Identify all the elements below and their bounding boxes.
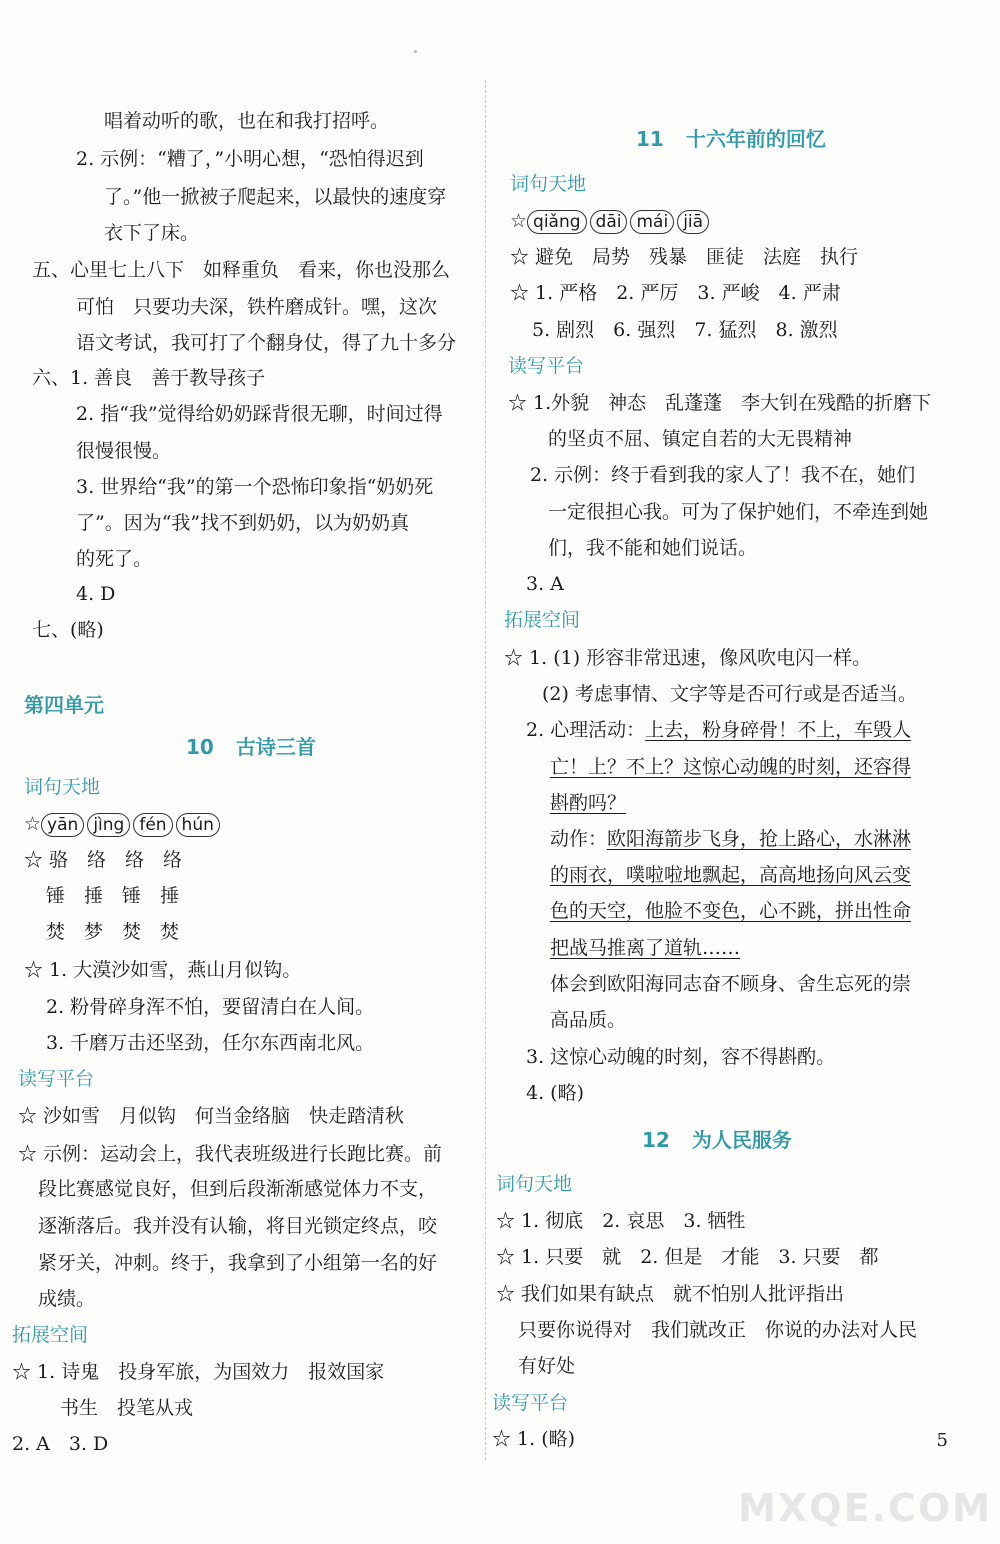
underlined-quote [550,753,911,781]
answer-line: 3. 这惊心动魄的时刻，容不得斟酌。 [526,1046,836,1068]
answer-line: 紧牙关，冲刺。终于，我拿到了小组第一名的好 [38,1252,438,1274]
answer-line: 只要你说得对 我们就改正 你说的办法对人民 [518,1319,918,1341]
section-heading: 词句天地 [510,173,587,195]
lesson-heading [642,1125,792,1155]
answer-line: 段比赛感觉良好，但到后段渐渐感觉体力不支， [38,1178,438,1200]
pinyin-row [24,810,223,838]
answer-label: 2. 心理活动： [526,719,646,741]
answer-line: ☆ 避免 局势 残暴 匪徒 法庭 执行 [510,246,859,268]
top-dot [414,50,417,53]
section-heading: 读写平台 [18,1068,95,1090]
lesson-heading [636,124,826,154]
section-heading: 读写平台 [492,1392,569,1414]
watermark: MXQE.COM [738,1486,992,1530]
answer-line: 3. 世界给“我”的第一个恐怖印象指“奶奶死 [76,476,434,498]
pinyin-circle: fén [133,813,172,837]
pinyin-circle: yān [41,813,84,837]
answer-line: 七、(略) [32,619,104,641]
answer-line: 2. 示例：“糟了，”小明心想，“恐怕得迟到 [76,148,424,170]
pinyin-row [510,207,712,235]
answer-line: 六、1. 善良 善于教导孩子 [32,367,266,389]
answer-line: 2. 指“我”觉得给奶奶踩背很无聊，时间过得 [76,403,443,425]
answer-line: 唱着动听的歌，也在和我打招呼。 [104,110,390,132]
lesson-number: 11 [636,127,664,151]
answer-line: 可怕 只要功夫深，铁杵磨成针。嘿，这次 [76,296,438,318]
lesson-number: 12 [642,1128,670,1152]
underlined-quote [550,861,911,889]
answer-line: ☆ 1. (1) 形容非常迅速，像风吹电闪一样。 [504,647,872,669]
answer-line: 4. (略) [526,1082,584,1104]
lesson-title: 为人民服务 [691,1128,792,1152]
lesson-title: 十六年前的回忆 [685,127,826,151]
answer-line: 一定很担心我。可为了保护她们，不牵连到她 [548,501,929,523]
answer-line: 4. D [76,583,116,605]
underlined-quote-text: 亡！上？不上？这惊心动魄的时刻，还容得 [550,756,912,778]
pinyin-circle: jìng [87,813,130,837]
lesson-title: 古诗三首 [235,735,316,759]
answer-line: 五、心里七上八下 如释重负 看来，你也没那么 [32,259,451,281]
answer-line: 2. 粉骨碎身浑不怕，要留清白在人间。 [46,996,375,1018]
section-heading: 词句天地 [24,776,101,798]
answer-line: ☆ 1. 彻底 2. 哀思 3. 牺牲 [496,1210,746,1232]
answer-line: 3. 千磨万击还坚劲，任尔东西南北风。 [46,1032,375,1054]
answer-line [526,716,911,744]
answer-line: 锤 捶 锤 捶 [46,885,180,907]
answer-line: 了。”他一掀被子爬起来，以最快的速度穿 [104,186,447,208]
pinyin-circle: jiā [677,210,709,234]
answer-line: ☆ 骆 络 络 络 [24,849,183,871]
underlined-quote [550,789,626,817]
answer-line: 书生 投笔从戎 [60,1397,194,1419]
unit-heading: 第四单元 [24,693,104,717]
answer-line: 5. 剧烈 6. 强烈 7. 猛烈 8. 激烈 [532,319,838,341]
section-heading: 词句天地 [496,1173,573,1195]
answer-line: ☆ 1. 只要 就 2. 但是 才能 3. 只要 都 [496,1246,879,1268]
section-heading: 拓展空间 [504,609,581,631]
pinyin-circle: hún [176,813,220,837]
answer-line: 衣下了床。 [104,222,200,244]
underlined-quote-text: 把战马推离了道轨…… [550,937,741,959]
underlined-quote-text: 斟酌吗？ [550,792,627,814]
column-divider [485,80,486,1460]
lesson-heading [186,732,316,762]
answer-line: 高品质。 [550,1009,627,1031]
star-icon: ☆ [24,813,42,835]
answer-line: ☆ 1. (略) [492,1428,576,1450]
answer-line: ☆ 沙如雪 月似钩 何当金络脑 快走踏清秋 [18,1105,405,1127]
answer-line: 2. 示例：终于看到我的家人了！我不在，她们 [530,464,916,486]
answer-line: ☆ 1. 诗鬼 投身军旅，为国效力 报效国家 [12,1361,385,1383]
lesson-number: 10 [186,735,214,759]
underlined-quote: 上去，粉身碎骨！不上，车毁人 [645,719,912,741]
answer-line: ☆ 我们如果有缺点 就不怕别人批评指出 [496,1283,845,1305]
underlined-quote: 欧阳海箭步飞身，抢上路心，水淋淋 [607,828,912,850]
answer-line: (2) 考虑事情、文字等是否可行或是否适当。 [542,683,917,705]
section-heading: 读写平台 [508,355,585,377]
underlined-quote-text: 的雨衣，噗啦啦地飘起，高高地扬向风云变 [550,864,912,886]
answer-line: 语文考试，我可打了个翻身仗，得了九十多分 [76,332,457,354]
answer-line: 有好处 [518,1355,576,1377]
pinyin-circle: mái [630,210,674,234]
answer-line: 的死了。 [76,548,153,570]
pinyin-circle: dāi [590,210,628,234]
answer-line: 体会到欧阳海同志奋不顾身、舍生忘死的崇 [550,973,912,995]
answer-line: 了”。因为“我”找不到奶奶，以为奶奶真 [76,512,410,534]
answer-line [550,825,911,853]
answer-line: 们，我不能和她们说话。 [548,537,758,559]
answer-line: ☆ 示例：运动会上，我代表班级进行长跑比赛。前 [18,1143,443,1165]
answer-line: ☆ 1. 大漠沙如雪，燕山月似钩。 [24,959,302,981]
underlined-quote [550,897,911,925]
answer-line: 3. A [526,573,564,595]
answer-line: 逐渐落后。我并没有认输，将目光锁定终点，咬 [38,1215,438,1237]
star-icon: ☆ [510,210,528,232]
answer-line: 的坚贞不屈、镇定自若的大无畏精神 [548,428,853,450]
answer-line: ☆ 1. 严格 2. 严厉 3. 严峻 4. 严肃 [510,282,841,304]
answer-line: 2. A 3. D [12,1433,109,1455]
answer-line: ☆ 1.外貌 神态 乱蓬蓬 李大钊在残酷的折磨下 [508,392,932,414]
section-heading: 拓展空间 [12,1324,89,1346]
answer-line: 焚 梦 焚 焚 [46,921,180,943]
answer-line: 很慢很慢。 [76,440,172,462]
underlined-quote [550,934,740,962]
page-number: 5 [936,1430,948,1451]
pinyin-circle: qiǎng [527,210,587,234]
underlined-quote-text: 色的天空，他脸不变色，心不跳，拼出性命 [550,900,912,922]
answer-label: 动作： [550,828,608,850]
answer-line: 成绩。 [38,1288,96,1310]
